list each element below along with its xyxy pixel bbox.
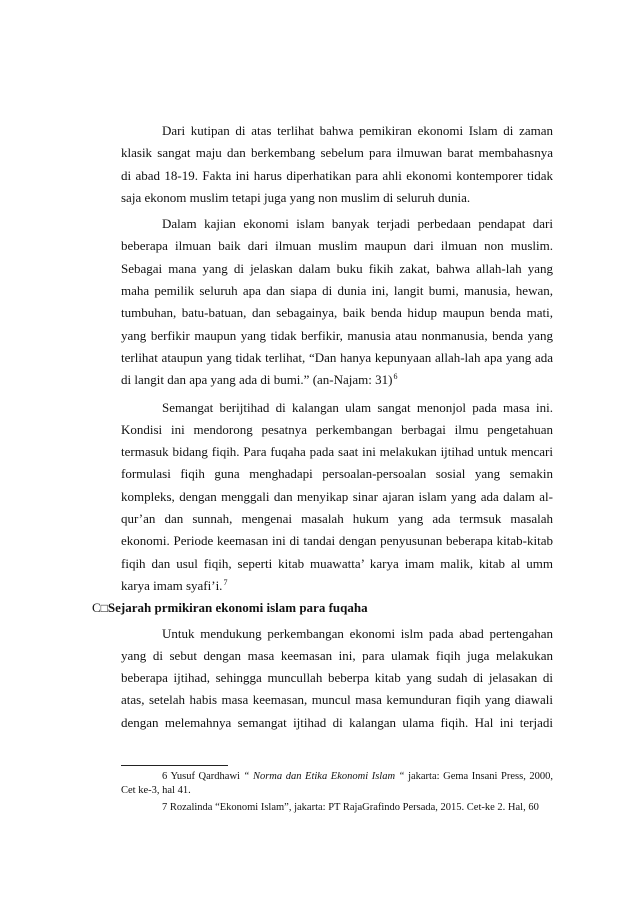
footnote [121,770,553,798]
footnote-line [121,801,553,815]
body-line: klasik sangat maju dan berkembang sebelum para ilmuwan barat membahasnya [121,145,553,161]
section-marker: C [92,600,101,616]
body-line: Semangat berijtihad di kalangan ulam sangat menonjol pada masa ini. [162,399,553,415]
body-text [92,120,553,734]
body-line: Dari kutipan di atas terlihat bahwa pemikiran ekonomi Islam di zaman [162,123,553,138]
footnote-author: Yusuf Qardhawi [170,771,240,782]
body-line: Untuk mendukung perkembangan ekonomi islm pada abad pertengahan [162,625,553,641]
footnote-publisher: jakarta: Gema Insani Press, 2000, [408,771,554,782]
body-line: qur’an dan sunnah, mengenai masalah hukum yang ada termsuk masalah [121,511,553,527]
body-line: tumbuhan, batu-batuan, dan sebagainya, baik benda hidup maupun benda mati, [121,305,553,321]
body-line: beberapa ijtihad, sehingga muncullah beberpa kitab yang sudah di jelasakan di [121,670,553,686]
body-line: atas, setelah habis masa keemasan, muncul masa kemunduran fiqih yang diawali [121,692,553,708]
footnote-separator [121,765,228,766]
footnote-line [121,770,553,784]
body-line: yang berfikir maupun yang tidak berfikir, manusia atau nonmanusia, benda yang [121,327,553,343]
missing-glyph-box: □ [100,601,108,616]
paragraph [121,623,553,734]
body-line: saja ekonom muslim tetapi juga yang non muslim di seluruh dunia. [121,189,471,205]
section-title: Sejarah prmikiran ekonomi islam para fuqaha [107,600,368,616]
body-line: kompleks, dengan menggali dan menyikap sinar ajaran islam yang ada dalam al- [121,488,553,504]
footnote-ref: 6 [393,372,398,382]
paragraph [121,397,553,598]
body-line [121,369,553,391]
body-line: yang di sebut dengan masa keemasan ini, para ulamak fiqih juga melakukan [121,647,553,663]
footnote-book-title: “ Norma dan Etika Ekonomi Islam “ [243,771,405,782]
body-line: formulasi fiqih guna menghadapi persoalan-persoalan sosial yang semakin [121,466,553,482]
section-heading [92,597,553,619]
body-line: Kondisi ini mendorong pesatnya perkembangan berbagai ilmu pengetahuan [121,421,553,437]
body-line: dengan melemahnya semangat ijtihad di kalangan ulama fiqih. Hal ini terjadi [121,714,553,730]
body-line-text: karya imam syafi’i. [121,577,223,593]
footnote-number: 7 [162,802,168,813]
footnote-text: Rozalinda “Ekonomi Islam”, jakarta: PT RajaGrafindo Persada, 2015. Cet-ke 2. Hal, 60 [169,802,539,813]
body-line: terlihat ataupun yang tidak terlihat, “Dan hanya kepunyaan allah-lah apa yang ada [121,349,553,365]
body-line: beberapa ilmuan baik dari ilmuan muslim maupun dari ilmuan non muslim. [121,238,553,254]
body-line: di abad 18-19. Fakta ini harus diperhatikan para ahli ekonomi kontemporer tidak [121,167,553,183]
footnote-number: 6 [162,771,168,782]
paragraph [121,213,553,391]
body-line: fiqih dan usul fiqih, seperti kitab muawatta’ karya imam malik, kitab al umm [121,555,553,571]
body-line: ekonomi. Periode keemasan ini di tandai dengan penyusunan beberapa kitab-kitab [121,533,553,549]
body-line [121,575,553,597]
body-line-text: di langit dan apa yang ada di bumi.” (an-Najam: 31) [121,372,393,388]
footnote-ref: 7 [223,577,228,587]
footnote [121,801,553,815]
body-line: Sebagai mana yang di jelaskan dalam buku fikih zakat, bahwa allah-lah yang [121,260,553,276]
body-line: termasuk bidang fiqih. Para fuqaha pada saat ini melakukan ijtihad untuk mencari [121,444,553,460]
body-line: maha pemilik seluruh apa dan siapa di dunia ini, langit bumi, manusia, hewan, [121,283,553,299]
footnotes [121,770,553,815]
paragraph [121,120,553,209]
body-line: Dalam kajian ekonomi islam banyak terjadi perbedaan pendapat dari [162,216,553,232]
footnote-line: Cet ke-3, hal 41. [121,785,191,796]
